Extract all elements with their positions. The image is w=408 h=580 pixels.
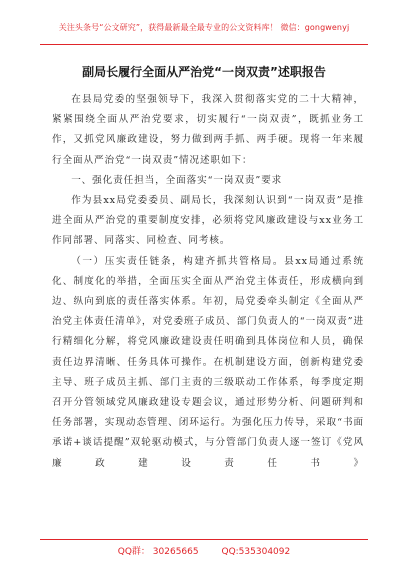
header-notice: 关注头条号“公文研究”，获得最新最全最专业的公文资料库！ 微信：gongwenyj [58, 23, 350, 32]
document-body [52, 90, 364, 474]
page-header [0, 0, 408, 44]
page-footer [0, 544, 408, 557]
paragraph-intro: 在县局党委的坚强领导下，我深入贯彻落实党的二十大精神，紧紧围绕全面从严治党要求，切实履行“一岗双责”，既抓业务工作，又抓党风廉政建设，努力做到两手抓、两手硬。现将一年来履行全面从严治党“一岗双责”情况述职如下： [52, 94, 364, 166]
footer-qq: QQ:535304092 [221, 547, 291, 557]
paragraph-role: 作为县xx局党委委员、副局长，我深刻认识到“一岗双责”是推进全面从严治党的重要制度安排，必须将党风廉政建设与xx业务工作同部署、同落实、同检查、同考核。 [52, 195, 364, 247]
document-title: 副局长履行全面从严治党“一岗双责”述职报告 [82, 65, 326, 79]
footer-qq-group: QQ群： 30265665 [117, 547, 199, 557]
section-heading-1: 一、强化责任担当，全面落实“一岗双责”要求 [71, 174, 283, 186]
paragraph-responsibility-chain: （一）压实责任链条，构建齐抓共管格局。县xx局通过系统化、制度化的举措，全面压实全面从严治党主体责任，形成横向到边、纵向到底的责任落实体系。年初，局党委牵头制定《全面从严治党主体责任清单》，对党委班子成员、部门负责人的“一岗双责”进行精细化分解，将党风廉政建设责任明确到具体岗位和人员，确保责任边界清晰、任务具体可操作。在机制建设方面，创新构建党委主导、班子成员主抓、部门主责的三级联动工作体系，每季度定期召开分管领域党风廉政建设专题会议，通过形势分析、问题研判和任务部署，实现动态管理、闭环运行。为强化压力传导，采取“书面承诺+谈话提醒”双轮驱动模式，与分管部门负责人逐一签订《党风廉政建设责任书》 [52, 255, 364, 469]
footer-divider [40, 539, 368, 540]
header-divider [40, 44, 368, 45]
